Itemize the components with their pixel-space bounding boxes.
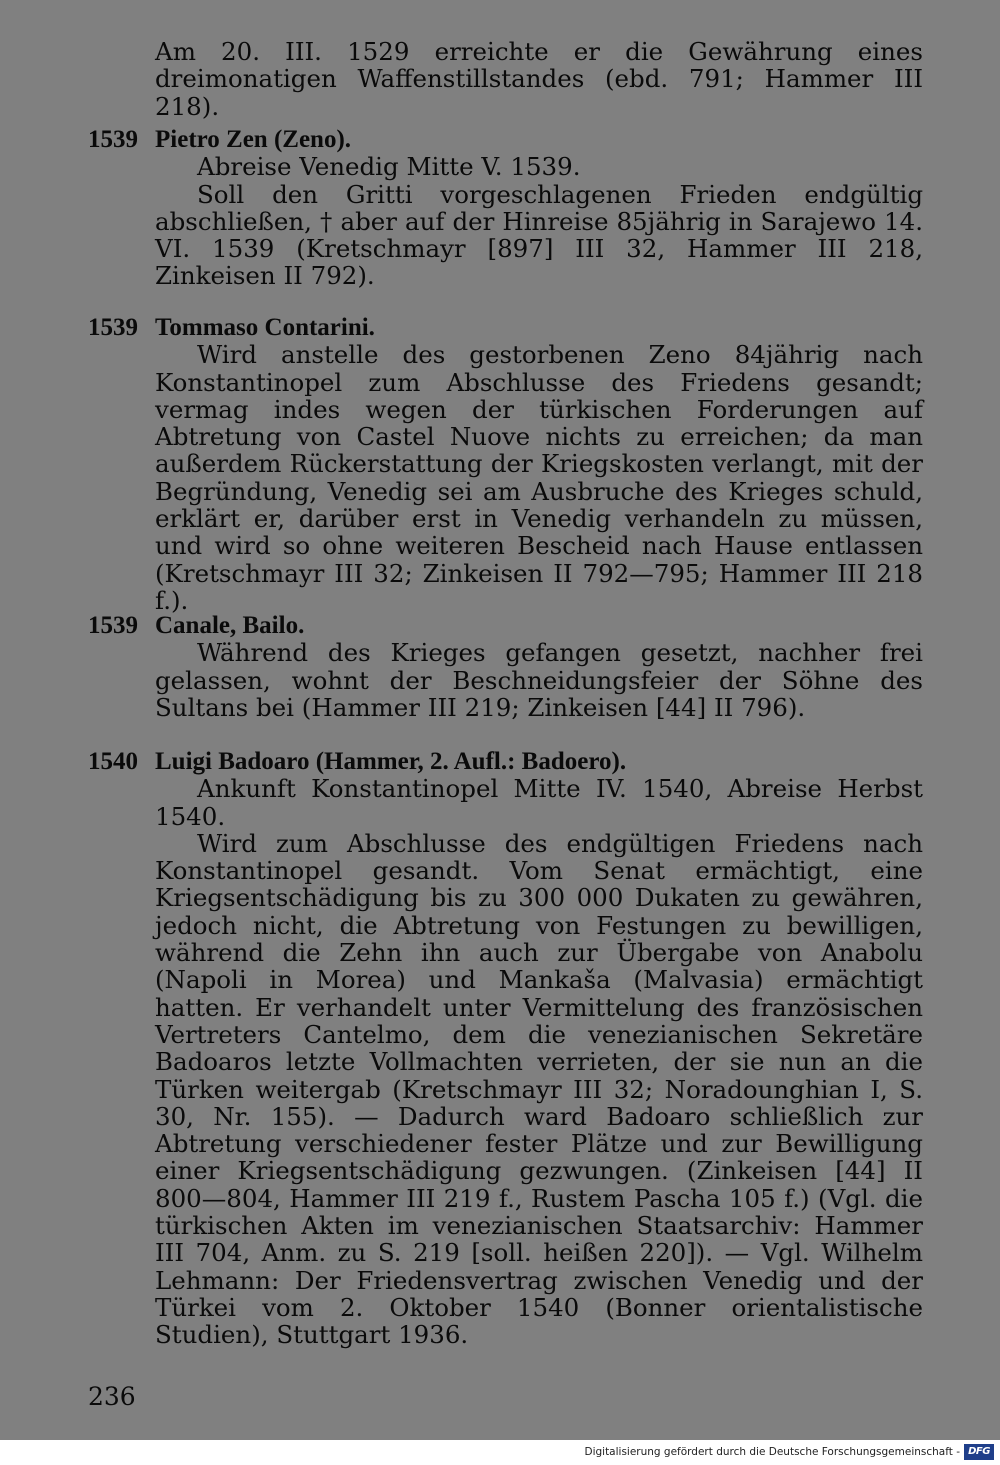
entry-tommaso-contarini <box>88 314 923 614</box>
entry-heading <box>88 612 923 639</box>
entry-body <box>155 153 923 289</box>
entry-name: Luigi Badoaro (Hammer, 2. Aufl.: Badoero). <box>155 748 627 775</box>
entry-body <box>155 775 923 1348</box>
entry-pietro-zen <box>88 126 923 290</box>
entry-body <box>155 341 923 614</box>
entry-paragraph: Soll den Gritti vorgeschlagenen Frieden endgültig abschließen, † aber auf der Hinreise 85jährig in Sarajewo 14. VI. 1539 (Kretschmayr [897] III 32, Hammer III 218, Zinkeisen II 792). <box>155 179 923 291</box>
entry-paragraph: Wird zum Abschlusse des endgültigen Friedens nach Konstantinopel gesandt. Vom Senat ermächtigt, eine Kriegsentschädigung bis zu 300 000 Dukaten zu gewähren, jedoch nicht, die Abtretung von Festungen zu bewilligen, während die Zehn ihn auch zur Übergabe von Anabolu (Napoli in Morea) und Mankaša (Malvasia) ermächtigt hatten. Er verhandelt unter Vermittelung des französischen Vertreters Cantelmo, dem die venezianischen Sekretäre Badoaros letzte Vollmachten verrieten, der sie nun an die Türken weitergab (Kretschmayr III 32; Noradounghian I, S. 30, Nr. 155). — Dadurch ward Badoaro schließlich zur Abtretung verschiedener fester Plätze und zur Bewilligung einer Kriegsentschädigung gezwungen. (Zinkeisen [44] II 800—804, Hammer III 219 f., Rustem Pascha 105 f.) (Vgl. die türkischen Akten im venezianischen Staatsarchiv: Hammer III 704, Anm. zu S. 219 [soll. heißen 220]). — Vgl. Wilhelm Lehmann: Der Friedensvertrag zwischen Venedig und der Türkei vom 2. Oktober 1540 (Bonner orientalistische Studien), Stuttgart 1936. <box>155 828 923 1350</box>
digitization-footer <box>0 1440 1000 1465</box>
entry-heading <box>88 314 923 341</box>
intro-paragraph: Am 20. III. 1529 erreichte er die Gewährung eines dreimonatigen Waffenstillstandes (ebd. 791; Hammer III 218). <box>155 37 923 121</box>
entry-canale-bailo <box>88 612 923 721</box>
footer-credit-text: Digitalisierung gefördert durch die Deutsche Forschungsgemeinschaft - <box>584 1446 960 1458</box>
page-number: 236 <box>88 1382 136 1411</box>
entry-year: 1540 <box>88 748 138 775</box>
entry-name: Pietro Zen (Zeno). <box>155 126 352 153</box>
entry-paragraph: Ankunft Konstantinopel Mitte IV. 1540, Abreise Herbst 1540. <box>155 774 923 831</box>
entry-heading <box>88 126 923 153</box>
entry-luigi-badoaro <box>88 748 923 1349</box>
entry-body <box>155 639 923 721</box>
entry-heading <box>88 748 923 775</box>
entry-year: 1539 <box>88 126 138 153</box>
entry-name: Tommaso Contarini. <box>155 314 375 341</box>
entry-paragraph: Während des Krieges gefangen gesetzt, nachher frei gelassen, wohnt der Beschneidungsfeier der Söhne des Sultans bei (Hammer III 219; Zinkeisen [44] II 796). <box>155 638 923 722</box>
entry-year: 1539 <box>88 612 138 639</box>
entry-paragraph: Abreise Venedig Mitte V. 1539. <box>197 152 581 182</box>
entry-name: Canale, Bailo. <box>155 612 305 639</box>
entry-year: 1539 <box>88 314 138 341</box>
entry-paragraph: Wird anstelle des gestorbenen Zeno 84jährig nach Konstantinopel zum Abschlusse des Friedens gesandt; vermag indes wegen der türkischen Forderungen auf Abtretung von Castel Nuove nichts zu erreichen; da man außerdem Rückerstattung der Kriegskosten verlangt, mit der Begründung, Venedig sei am Ausbruche des Krieges schuld, erklärt er, darüber erst in Venedig verhandeln zu müssen, und wird so ohne weiteren Bescheid nach Hause entlassen (Kretschmayr III 32; Zinkeisen II 792—795; Hammer III 218 f.). <box>155 340 923 615</box>
dfg-logo-icon: DFG <box>964 1444 994 1460</box>
